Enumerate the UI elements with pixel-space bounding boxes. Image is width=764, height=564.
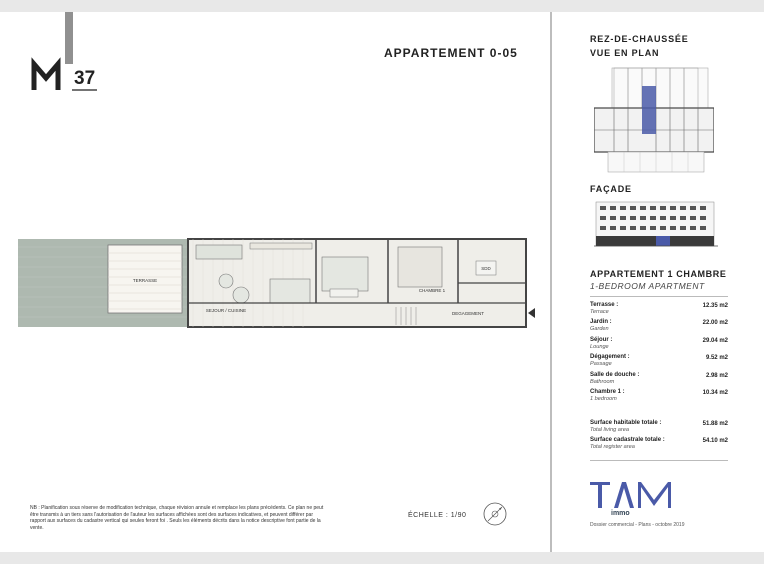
divider-line [590,460,728,461]
room-name: Terrasse : [590,302,619,308]
room-name-en: Garden [590,326,609,333]
room-row [590,389,728,406]
room-name: Dégagement : [590,354,630,361]
room-name-en: 1 bedroom [590,395,617,402]
total-name-en: Total register area [590,444,635,451]
brand-text: TAM [591,481,594,482]
view-title: VUE EN PLAN [590,48,660,58]
sofa [270,279,310,303]
brand-sub: immo [611,510,630,517]
entry-arrow-icon [528,308,536,318]
table [219,274,233,288]
room-row [590,337,728,354]
floor-plan [18,237,538,329]
room-name-en: Terrace [590,309,609,315]
facade-title: FAÇADE [590,184,632,194]
room-name-en: Bathroom [590,378,615,385]
lounge-rug [322,257,368,291]
dossier-caption: Dossier commercial - Plans - octobre 2019 [590,522,685,528]
room-area: 12.35 m2 [702,303,728,309]
apartment-type-en: 1-BEDROOM APARTMENT [590,281,705,291]
room-row [590,302,728,319]
total-row [590,420,728,437]
room-area: 29.04 m2 [702,337,728,344]
total-name-en: Total living area [590,427,629,433]
level-title: REZ-DE-CHAUSSÉE [590,34,689,44]
highlighted-facade-unit [656,236,670,246]
room-label-sdd: SDD [481,266,491,271]
room-label-chambre: CHAMBRE 1 [418,288,446,293]
logo-number: 37 [74,68,96,89]
key-plan [594,64,714,176]
room-row [590,354,728,371]
room-name: Séjour : [590,336,613,343]
room-row [590,372,728,389]
total-area: 54.10 m2 [702,438,728,445]
total-row [590,437,728,454]
top-band [0,0,764,12]
kitchen-counter [196,245,242,259]
tam-logo [590,478,680,514]
room-label-terrasse: TERRASSE [132,278,158,283]
apartment-type-fr: APPARTEMENT 1 CHAMBRE [590,269,727,279]
page-divider [550,12,552,552]
m37-logo [30,12,110,92]
room-area: 22.00 m2 [702,320,728,327]
room-label-degagement: DEGAGEMENT [451,311,485,316]
total-name: Surface habitable totale : [590,420,662,426]
compass-icon [482,501,508,527]
total-area: 51.88 m2 [702,421,728,427]
apartment-title: APPARTEMENT 0-05 [384,46,518,60]
highlighted-unit [642,86,656,134]
room-area: 2.98 m2 [705,372,728,379]
total-area-list [590,420,728,455]
total-name: Surface cadastrale totale : [590,437,665,444]
bottom-band [0,552,764,564]
room-label-sejour: SEJOUR / CUISINE [205,308,247,313]
room-area-list [590,302,728,406]
bed [398,247,442,287]
facade-drawing [594,198,718,252]
room-name-en: Passage [590,361,612,368]
room-name: Salle de douche : [590,371,640,378]
divider-line [590,296,728,297]
room-name: Jardin : [590,319,612,326]
room-name-en: Lounge [590,343,609,350]
room-name: Chambre 1 : [590,388,625,395]
room-row [590,319,728,336]
disclaimer-note: NB : Planification sous réserve de modification technique, chaque révision annule et remplace les plans précédents. Ce plan ne peut être transmis à un tiers sans l'autorisation de l'auteur les surfaces affichées sont des surfaces indicatives, et peuvent différer par rapport aux surfaces du cadastre vertical qui seules feront foi . Seuls les éléments décrits dans la notice descriptive font partie de la vente. [30,505,324,531]
room-area: 10.34 m2 [702,389,728,396]
room-area: 9.52 m2 [705,355,728,362]
scale-label: ÉCHELLE : 1/90 [408,512,467,519]
